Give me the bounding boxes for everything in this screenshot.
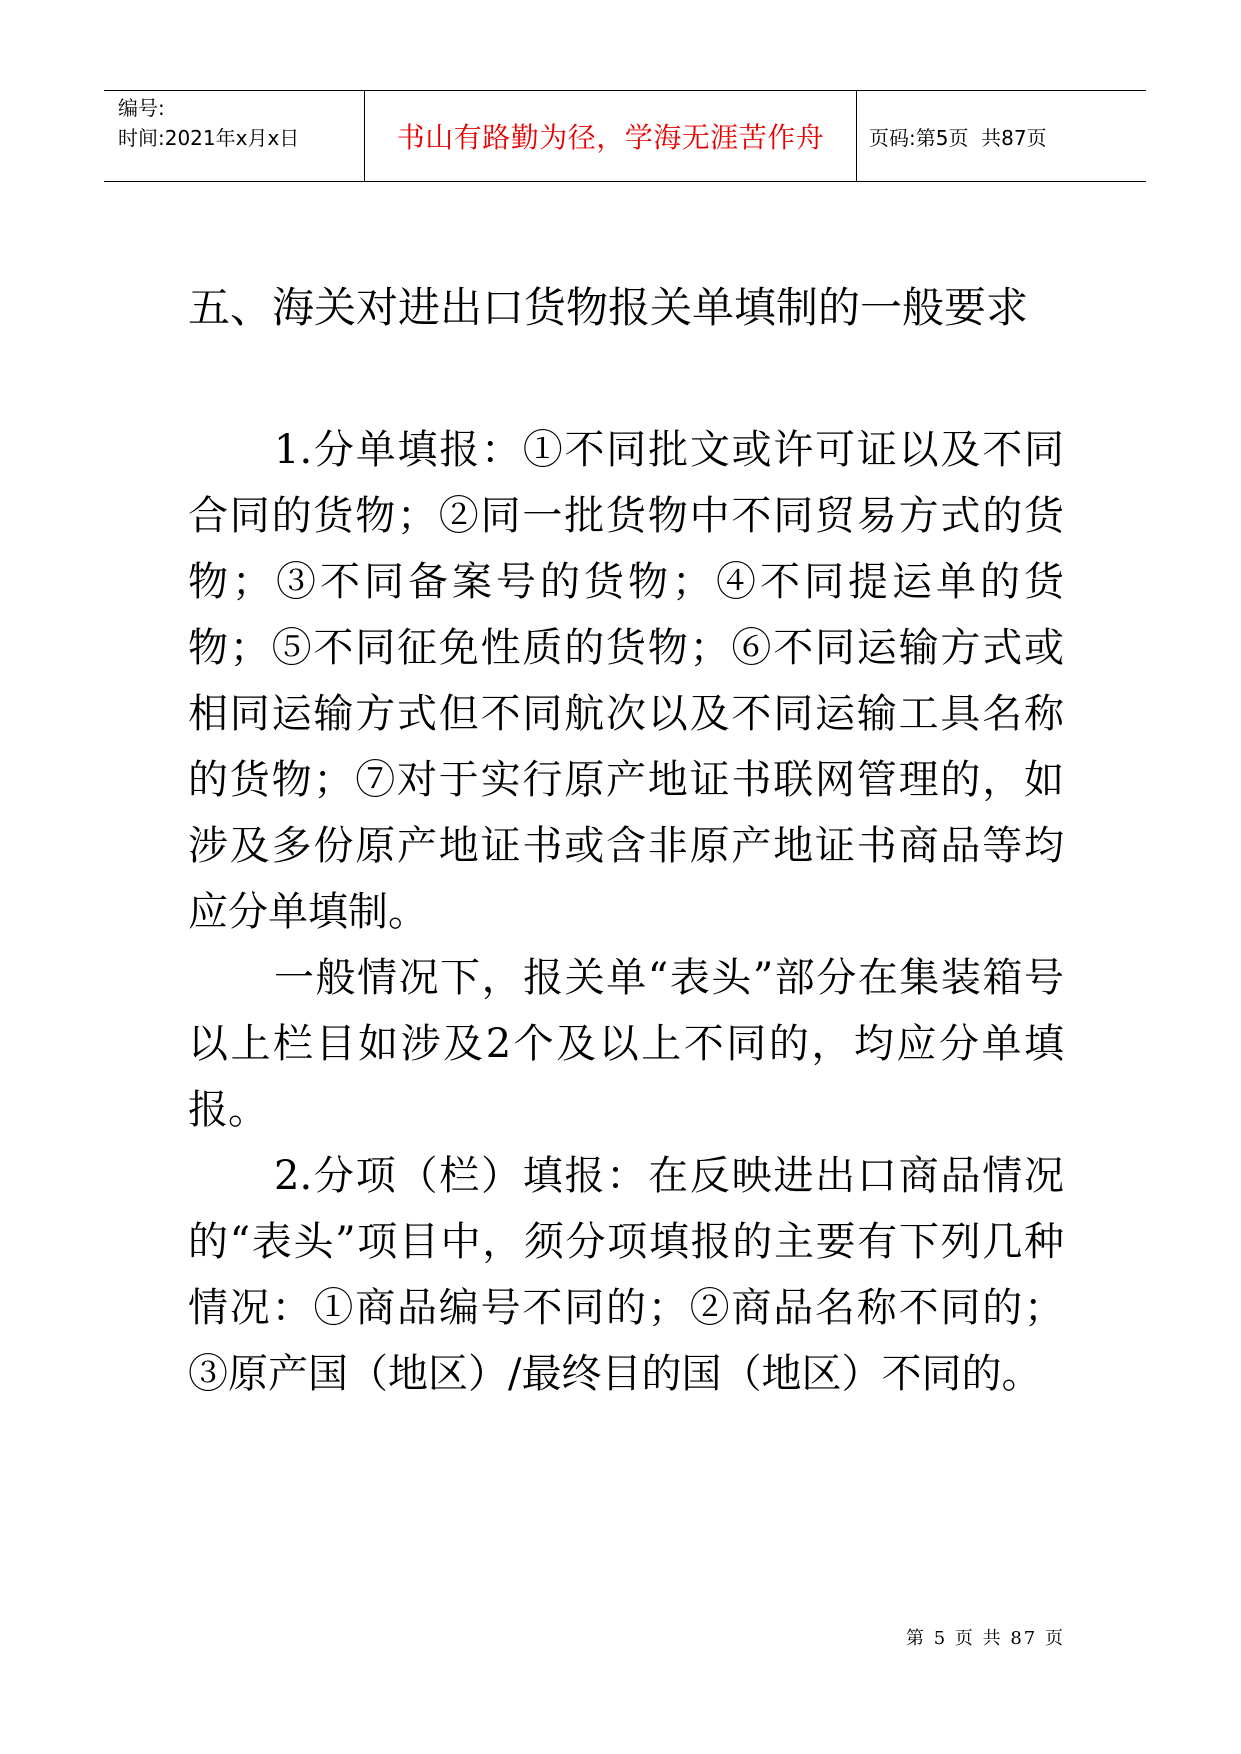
paragraph-split-filing: 1.分单填报：①不同批文或许可证以及不同合同的货物；②同一批货物中不同贸易方式的货物；③不同备案号的货物；④不同提运单的货物；⑤不同征免性质的货物；⑥不同运输方式或相同运输方式但不同航次以及不同运输工具名称的货物；⑦对于实行原产地证书联网管理的，如涉及多份原产地证书或含非原产地证书商品等均应分单填制。 (188, 427, 1064, 935)
paragraph-general-case: 一般情况下，报关单“表头”部分在集装箱号以上栏目如涉及2个及以上不同的，均应分单填报。 (188, 955, 1064, 1133)
header-motto: 书山有路勤为径，学海无涯苦作舟 (396, 121, 825, 154)
header-divider-left (364, 91, 365, 181)
header-divider-right (856, 91, 857, 181)
document-body (188, 275, 1064, 1407)
time-label: 时间:2021年x月x日 (118, 126, 300, 150)
page-header (104, 90, 1146, 182)
section-heading: 五、海关对进出口货物报关单填制的一般要求 (188, 283, 1029, 332)
header-page-info (869, 91, 1047, 181)
header-meta (118, 93, 299, 153)
header-page-text: 页码:第5页 共87页 (869, 125, 1047, 150)
number-label: 编号: (118, 96, 165, 120)
page-footer: 第 5 页 共 87 页 (906, 1628, 1065, 1649)
paragraph-itemized-filing: 2.分项（栏）填报：在反映进出口商品情况的“表头”项目中，须分项填报的主要有下列几种情况：①商品编号不同的；②商品名称不同的；③原产国（地区）/最终目的国（地区）不同的。 (188, 1153, 1064, 1397)
